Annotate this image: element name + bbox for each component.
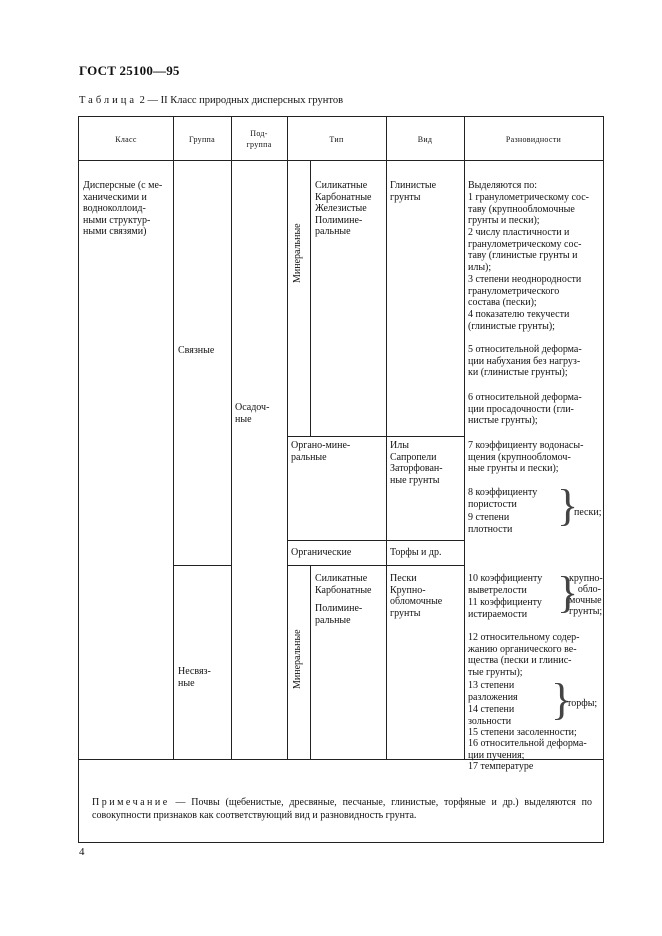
cell-type-mineral-upper: Минеральные: [292, 223, 303, 283]
variety-item: 4 показателю текучести (глинистые грунты);: [468, 309, 570, 332]
table-caption: [79, 95, 343, 106]
variety-item: 3 степени неоднородности гранулометрического состава (пески);: [468, 274, 582, 308]
cell-type-mineral-lower: Минеральные: [292, 629, 303, 689]
table-note: [92, 796, 592, 822]
variety-item: 14 степени зольности: [468, 704, 515, 727]
header-divider: [79, 160, 603, 161]
row-divider: [173, 565, 231, 566]
note-text: — Почвы (щебенистые, дресвяные, песчаные, глинистые, торфяные и др.) выделяются по совокупности признаков как соответствующий вид и разновидность грунта.: [92, 797, 592, 821]
cell-kind-clay: Глинистые грунты: [390, 180, 437, 203]
cell-kind-peat: Торфы и др.: [390, 547, 442, 558]
col-divider: [287, 117, 288, 759]
cell-type-organo-mineral: Органо-минe- ральные: [291, 440, 351, 463]
variety-item: 11 коэффициенту истираемости: [468, 597, 542, 620]
cell-types-lower-b: Полимине- ральные: [315, 603, 363, 626]
page-number: 4: [79, 846, 85, 858]
brace-icon: }: [551, 675, 573, 724]
variety-group-label: крупно- обло- мочные грунты;: [569, 573, 603, 617]
note-label: Примечание: [92, 797, 170, 808]
row-divider: [287, 540, 464, 541]
variety-group-label: торфы;: [567, 698, 598, 709]
col-divider: [386, 117, 387, 759]
col-header-varieties: Разновидности: [505, 135, 562, 144]
row-divider: [287, 565, 464, 566]
col-divider: [173, 117, 174, 759]
col-header-type: Тип: [329, 135, 344, 144]
variety-item: 15 степени засоленности;: [468, 727, 577, 738]
variety-item: 2 числу пластичности и гранулометрическому сос- таву (глинистые грунты и илы);: [468, 227, 582, 273]
variety-item: 1 гранулометрическому сос- таву (крупнообломочные грунты и пески);: [468, 192, 589, 226]
cell-kind-silts: Илы Сапропели Заторфован- ные грунты: [390, 440, 443, 486]
variety-item: 13 степени разложения: [468, 680, 518, 703]
variety-item: 10 коэффициенту выветрелости: [468, 573, 543, 596]
variety-item: 12 относительному содер- жанию органического ве- щества (пески и глинис- тые грунты);: [468, 632, 580, 678]
brace-icon: }: [557, 481, 579, 530]
cell-subgroup-sedimentary: Осадоч- ные: [235, 402, 270, 425]
col-divider: [231, 117, 232, 759]
cell-types-lower-a: Силикатные Карбонатные: [315, 573, 372, 596]
col-divider: [464, 117, 465, 759]
cell-group-cohesive: Связные: [178, 345, 215, 356]
cell-group-noncohesive: Несвяз- ные: [178, 666, 211, 689]
col-header-class: Класс: [115, 135, 137, 144]
variety-item: 17 температуре: [468, 761, 534, 772]
col-header-kind: Вид: [417, 135, 433, 144]
cell-kind-sands: Пески Крупно- обломочные грунты: [390, 573, 443, 619]
table-frame: [78, 116, 604, 843]
sub-col-divider: [310, 565, 311, 759]
variety-item: 6 относительной деформа- ции просадочности (гли- нистые грунты);: [468, 392, 582, 426]
variety-item: 7 коэффициенту водонасы- щения (крупнообломоч- ные грунты и пески);: [468, 440, 584, 474]
caption-text: 2 — II Класс природных дисперсных грунтов: [137, 95, 344, 106]
variety-item: 5 относительной деформа- ции набухания без нагруз- ки (глинистые грунты);: [468, 344, 582, 378]
variety-item: 8 коэффициенту пористости: [468, 487, 538, 510]
cell-class: Дисперсные (с ме- ханическими и водноколлоид- ными структур- ными связями): [83, 180, 163, 237]
variety-item: 16 относительной деформа- ции пучения;: [468, 738, 587, 761]
caption-label: Таблица: [79, 95, 138, 106]
variety-item: 9 степени плотности: [468, 512, 513, 535]
variety-intro: Выделяются по:: [468, 180, 538, 191]
row-divider: [287, 436, 464, 437]
col-header-group: Группа: [189, 135, 215, 144]
col-header-subgroup: Под- группа: [246, 129, 272, 149]
brace-icon: }: [557, 568, 579, 617]
document-header: ГОСТ 25100—95: [79, 63, 180, 78]
cell-type-organic: Органические: [291, 547, 352, 558]
cell-types-upper: Силикатные Карбонатные Железистые Полимине- ральные: [315, 180, 372, 237]
variety-group-label: пески;: [574, 507, 602, 518]
sub-col-divider: [310, 160, 311, 436]
